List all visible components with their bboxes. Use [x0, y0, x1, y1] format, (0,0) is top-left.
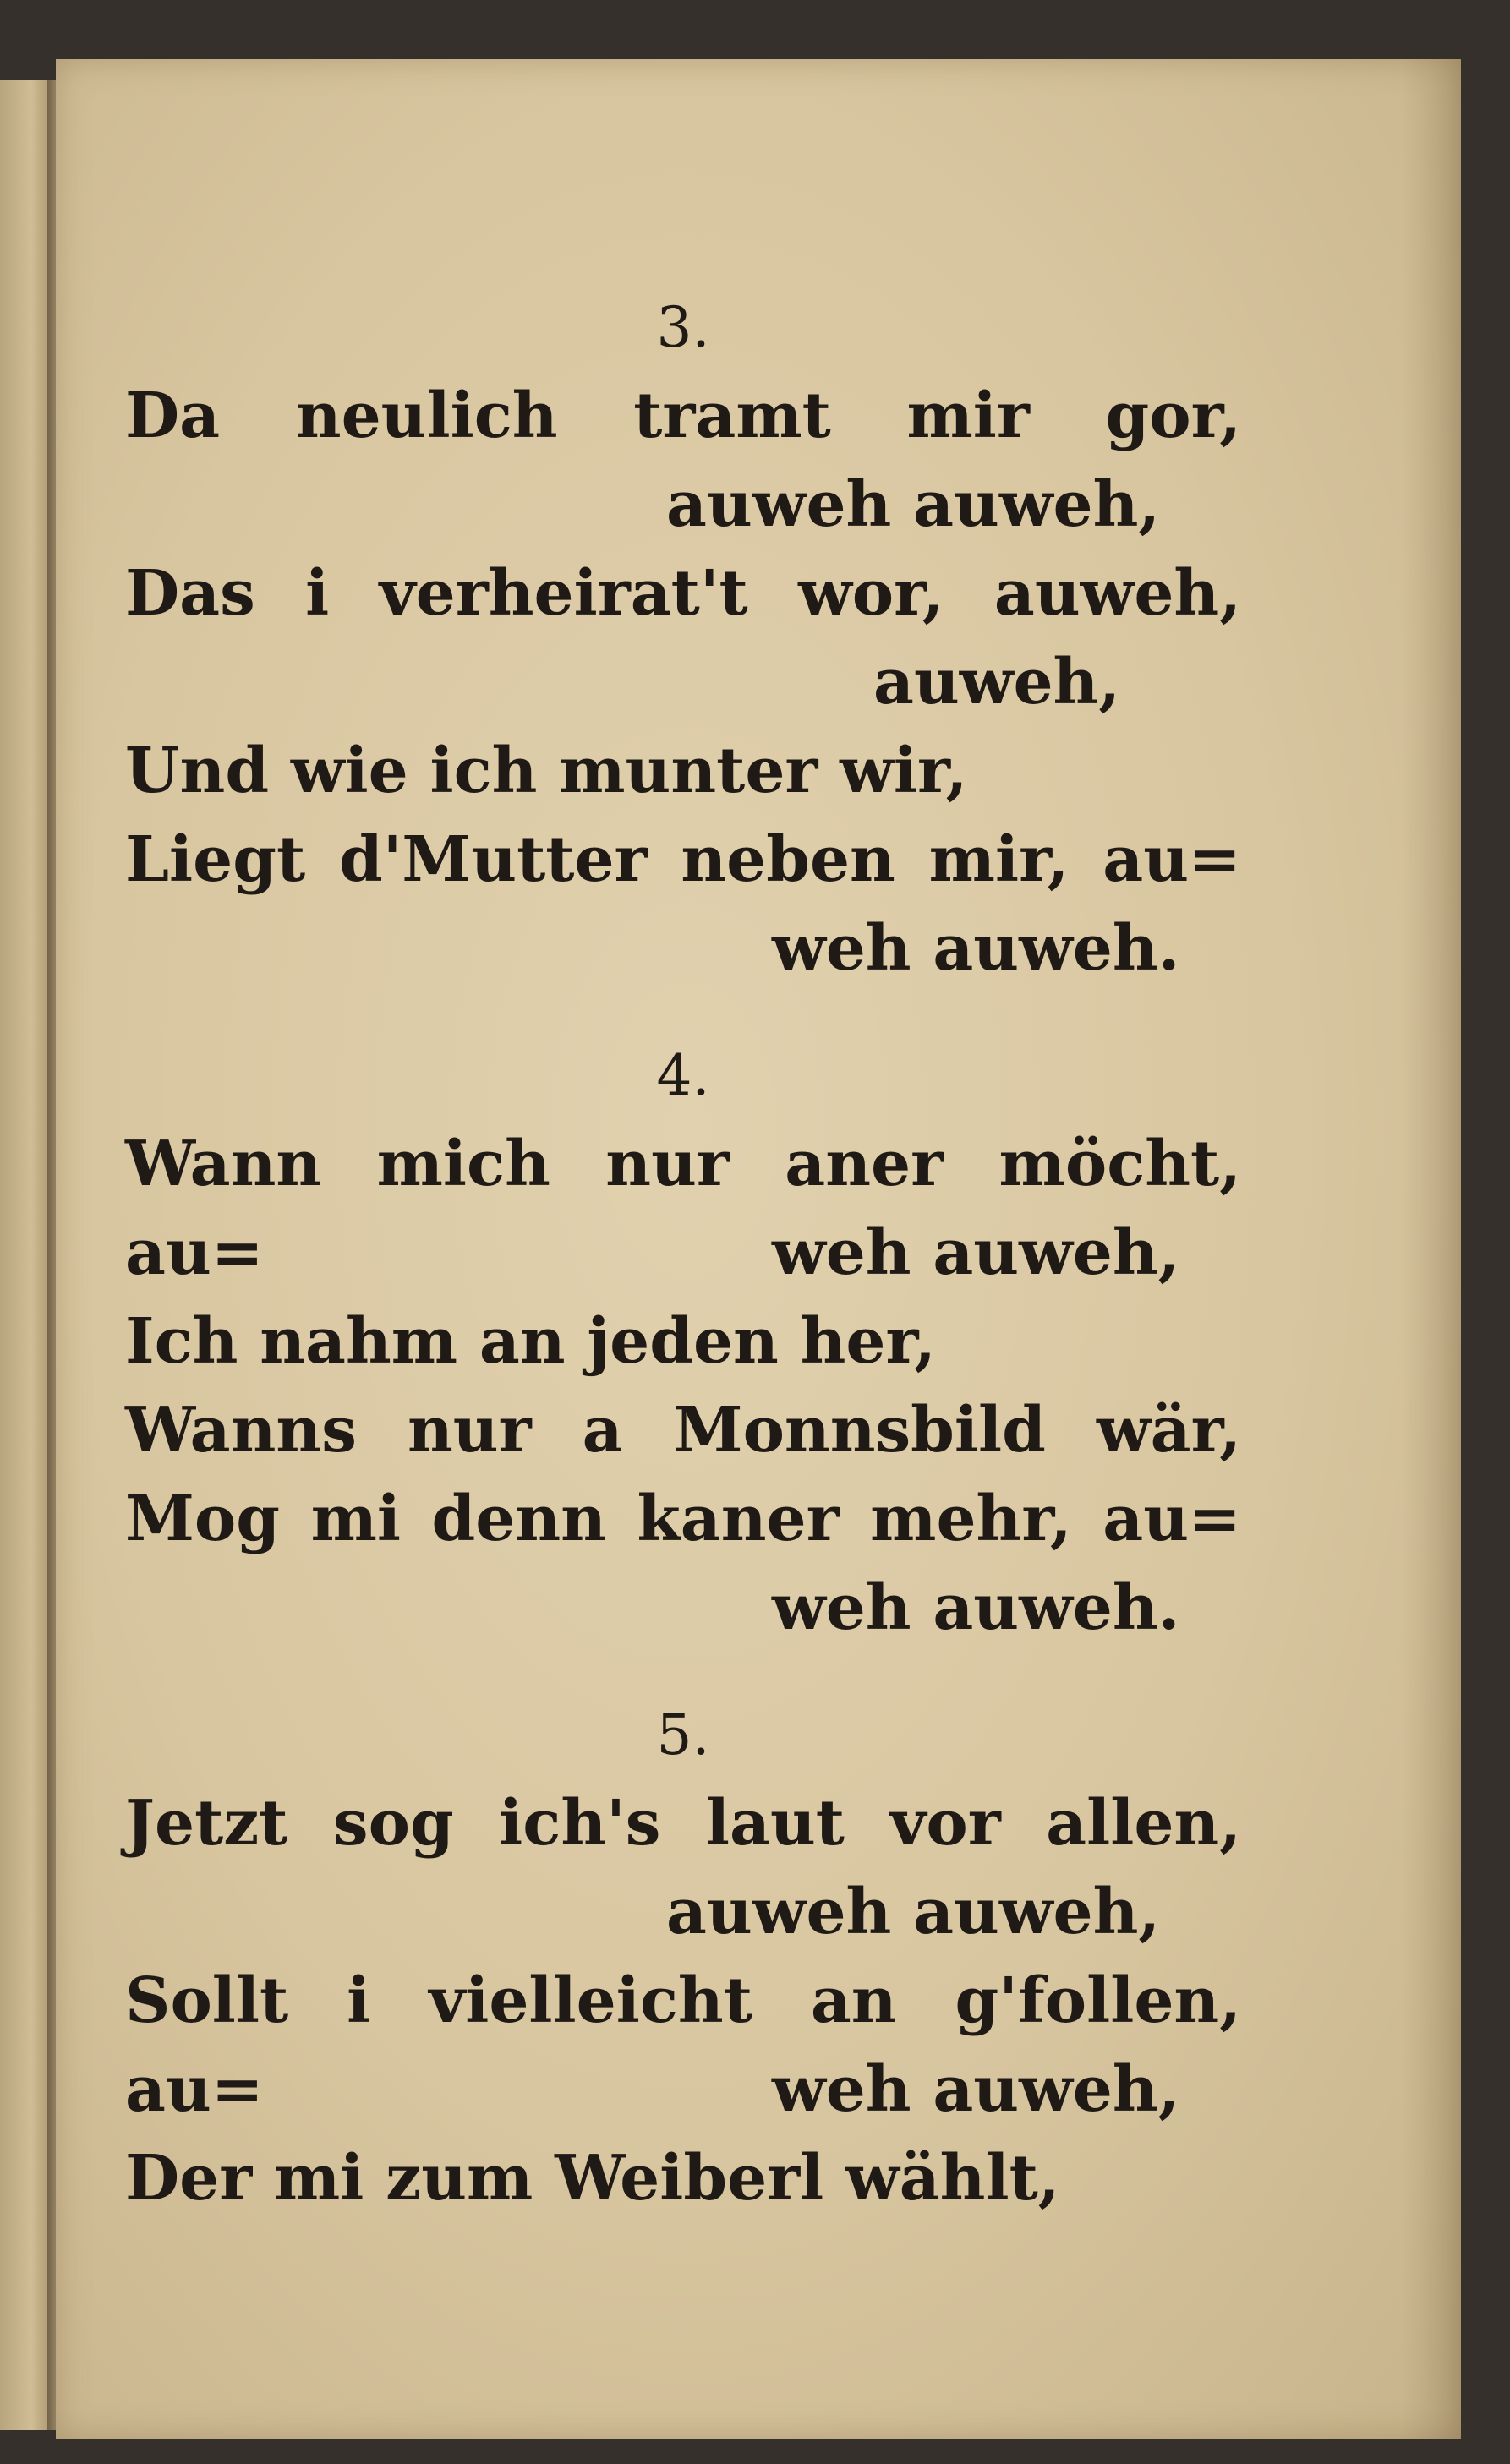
verse-line: weh auweh.: [772, 912, 1180, 985]
stanza-number: 5.: [656, 1702, 710, 1767]
verse-line: auweh auweh,: [666, 468, 1161, 541]
verse-line: Liegt d'Mutter neben mir, au=: [125, 823, 1241, 896]
poem-text: [125, 283, 1241, 2223]
verse-line: Da neulich tramt mir gor,: [125, 380, 1241, 452]
stanza-number: 4.: [656, 1043, 710, 1108]
verse-line: Der mi zum Weiberl wählt,: [125, 2142, 1060, 2215]
stanza-3: [125, 283, 1241, 993]
verse-line: Jetzt sog ich's laut vor allen,: [125, 1787, 1241, 1860]
stanza-5: [125, 1691, 1241, 2223]
book-page: [56, 59, 1461, 2439]
stanza-number: 3.: [656, 295, 710, 360]
verse-line: weh auweh,: [772, 2053, 1180, 2126]
verse-line: weh auweh,: [772, 1216, 1180, 1289]
verse-line: Wanns nur a Monnsbild wär,: [125, 1394, 1241, 1467]
verse-line: Wann mich nur aner möcht, au=: [125, 1128, 1241, 1289]
verse-line: Sollt i vielleicht an g'follen, au=: [125, 1964, 1241, 2126]
stanza-4: [125, 1031, 1241, 1653]
adjacent-page-edge: [0, 80, 52, 2430]
verse-line: Mog mi denn kaner mehr, au=: [125, 1483, 1241, 1555]
verse-line: auweh auweh,: [666, 1876, 1161, 1948]
verse-line: Ich nahm an jeden her,: [125, 1305, 936, 1378]
verse-line: weh auweh.: [772, 1571, 1180, 1644]
verse-line: Das i verheirat't wor, auweh,: [125, 557, 1241, 630]
verse-line: Und wie ich munter wir,: [125, 735, 968, 807]
verse-line: auweh,: [873, 646, 1121, 718]
